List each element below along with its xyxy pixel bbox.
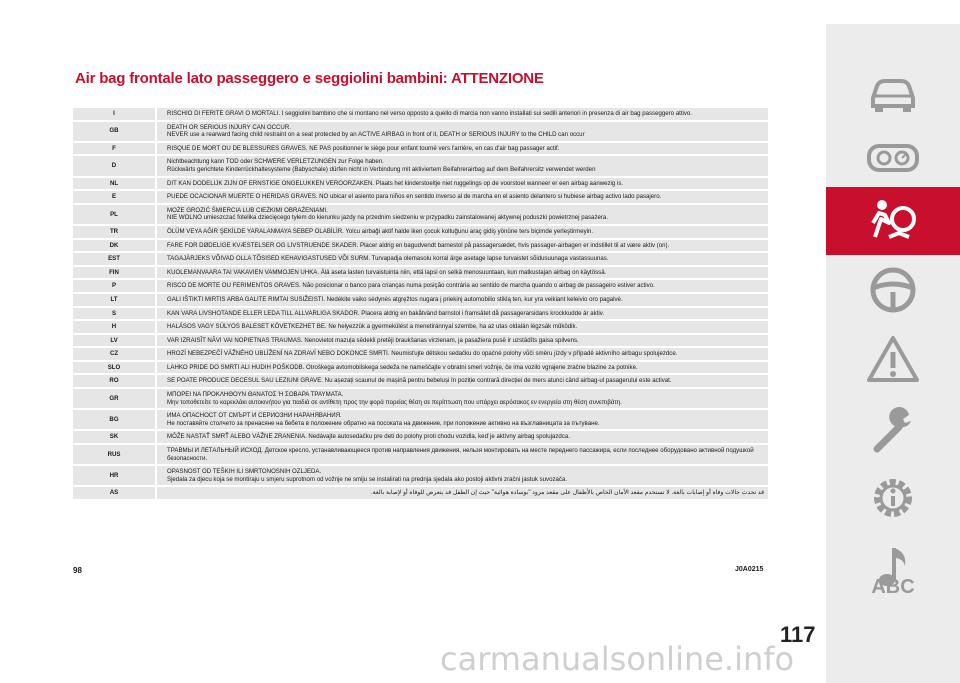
sidebar-item-technical-data[interactable] — [826, 464, 960, 532]
language-code: S — [73, 307, 156, 321]
warning-text: MÔŽE NASTAŤ SMRŤ ALEBO VÁŽNE ZRANENIA. Nedávajte autosedačku pre deti do polohy proti chodu vozidla, keď je aktívny airbag spolujazdca. — [156, 430, 768, 444]
wrench-icon — [865, 401, 921, 457]
chapter-sidebar — [826, 24, 960, 683]
page-reference: 98 — [73, 566, 82, 575]
warning-text: HALÁSOS VAGY SÚLYOS BALESET KÖVETKEZHET BE. Ne helyezzük a gyermekülést a menetiránnyal szembe, ha az utas oldalán légzsák működik. — [156, 320, 768, 334]
warning-row — [73, 142, 768, 156]
language-code: GB — [73, 121, 156, 142]
warning-table — [73, 108, 768, 501]
language-code: SK — [73, 430, 156, 444]
language-code: I — [73, 108, 156, 121]
warning-row — [73, 225, 768, 239]
gear-info-icon — [865, 470, 921, 526]
warning-triangle-icon — [865, 332, 921, 388]
sidebar-item-safety[interactable] — [826, 187, 960, 255]
warning-row — [73, 430, 768, 444]
car-icon — [865, 64, 921, 120]
warning-text: TAGAJÄRJEKS VÕIVAD OLLA TÕSISED KEHAVIGASTUSED VÕI SURM. Turvapadja olemasolu korral ärge asetage lapse turvaistet sõidusuunaga vastassuunas. — [156, 252, 768, 266]
warning-text: VAR IZRAISĪT NĀVI VAI NOPIETNAS TRAUMAS. Nenovietot mazuļa sēdekli pretēji braukšanas virzienam, ja pasažiera pusē ir uzstādīts gaisa spilvens. — [156, 334, 768, 348]
warning-row — [73, 204, 768, 225]
warning-text: ТРАВМЫ И ЛЕТАЛЬНЫЙ ИСХОД. Детское кресло, устанавливающееся против направления движения, нельзя монтировать на месте переднего пассажира, если последнее оборудовано активной подушкой безопасности. — [156, 444, 768, 465]
warning-text: KAN VARA LIVSHOTANDE ELLER LEDA TILL ALLVARLIGA SKADOR. Placera aldrig en bakåtvänd barnstol i framsätet då passagerarsidans krockkudde är aktiv. — [156, 307, 768, 321]
language-code: NL — [73, 177, 156, 191]
warning-row — [73, 190, 768, 204]
language-code: DK — [73, 239, 156, 253]
warning-text: MOŻE GROZIĆ ŚMIERCIA LUB CIEŻKIMI OBRAŻENIAMI. NIE WOLNO umieszczać fotelika dziecięcego tyłem do kierunku jazdy na przednim siedzeniu w przypadku zainstalowanej aktywnej poduszki powietrznej pasażera. — [156, 204, 768, 225]
language-code: GR — [73, 388, 156, 409]
warning-row — [73, 177, 768, 191]
warning-row — [73, 374, 768, 388]
sidebar-item-index[interactable]: ABC — [871, 576, 915, 598]
warning-row — [73, 334, 768, 348]
warning-row — [73, 266, 768, 280]
warning-text: RISCO DE MORTE OU FERIMENTOS GRAVES. Não posicionar o banco para crianças numa posição contrária ao sentido de marcha quando o airbag de passageiro estiver activo. — [156, 279, 768, 293]
warning-text: DIT KAN DODELIJK ZIJN OF ERNSTIGE ONGELUKKEN VEROORZAKEN. Plaats het kinderstoeltje niet ruggelings op de voorstoel wanneer er een airbag aanwezig is. — [156, 177, 768, 191]
language-code: FIN — [73, 266, 156, 280]
language-code: E — [73, 190, 156, 204]
language-code: P — [73, 279, 156, 293]
warning-row — [73, 121, 768, 142]
warning-row — [73, 252, 768, 266]
language-code: H — [73, 320, 156, 334]
language-code: D — [73, 155, 156, 176]
warning-row — [73, 444, 768, 465]
warning-text: LAHKO PRIDE DO SMRTI ALI HUDIH POŠKODB. Otroškega avtomobilskega sedeža ne nameščajte v obratni smeri vožnje, če ima vozilo vgrajene zračne blazine za potnike. — [156, 361, 768, 375]
sidebar-item-dashboard[interactable] — [826, 124, 960, 192]
warning-text: RISQUE DE MORT OU DE BLESSURES GRAVES. NE PAS positionner le siège pour enfant tourné vers l'arrière, en cas d'air bag passager actif. — [156, 142, 768, 156]
warning-text: RISCHIO DI FERITE GRAVI O MORTALI. I seggiolini bambino che si montano nel verso opposto a quello di marcia non vanno installati sui sedili anteriori in presenza di air bag passeggero attivo. — [156, 108, 768, 121]
language-code: PL — [73, 204, 156, 225]
sidebar-item-emergency[interactable] — [826, 326, 960, 394]
image-code: J0A0215 — [735, 566, 764, 573]
sidebar-item-starting[interactable] — [826, 256, 960, 324]
sidebar-item-maintenance[interactable] — [826, 395, 960, 463]
warning-row — [73, 486, 768, 500]
language-code: RO — [73, 374, 156, 388]
warning-row — [73, 293, 768, 307]
warning-row — [73, 320, 768, 334]
language-code: LV — [73, 334, 156, 348]
warning-row — [73, 361, 768, 375]
warning-text: GALI IŠTIKTI MIRTIS ARBA GALITE RIMTAI SUSIŽEISTI. Nedėkite vaiko sėdynės atgręžtos nugara į priekinį automobilio stiklą ten, kur yra veikiant keleivio oro pagalvė. — [156, 293, 768, 307]
warning-row — [73, 465, 768, 486]
warning-row — [73, 108, 768, 121]
warning-row — [73, 347, 768, 361]
language-code: F — [73, 142, 156, 156]
steering-wheel-icon — [865, 262, 921, 318]
language-code: SLO — [73, 361, 156, 375]
safety-airbag-icon — [865, 193, 921, 249]
watermark: carmanualsonline.info — [440, 640, 795, 678]
warning-row — [73, 279, 768, 293]
warning-text: KUOLEMANVAARA TAI VAKAVIEN VAMMOJEN UHKA. Älä aseta lasten turvaistuinta niin, että lapsi on selkä menosuuntaan, kun matkustajan airbag on käytössä. — [156, 266, 768, 280]
sidebar-item-car[interactable] — [826, 58, 960, 126]
warning-text: ÖLÜM VEYA AĞIR ŞEKİLDE YARALANMAYA SEBEP OLABİLİR. Yolcu airbaği aktif halde iken çocuk koltuğunu araç gidiş yönüne ters biçimde yerleştirmeyin. — [156, 225, 768, 239]
language-code: BG — [73, 409, 156, 430]
warning-text: Nichtbeachtung kann TOD oder SCHWERE VERLETZUNGEN zur Folge haben. Rückwärts gerichtete Kinderrückhaltesysteme (Babyschale) dürfen nicht in Verbindung mit aktiviertem Beifahrerairbag auf dem Beifahrersitz verwendet werden — [156, 155, 768, 176]
dashboard-icon — [865, 130, 921, 186]
warning-row — [73, 239, 768, 253]
warning-row — [73, 388, 768, 409]
warning-row — [73, 307, 768, 321]
warning-text: قد تحدث حالات وفاة أو إصابات بالغة. لا تستخدم مقعد الأمان الخاص بالأطفال على مقعد مزود "بوسادة هوائية" حيث إن الطفل قد يتعرض للوفاة أو لإصابة بالغة. — [156, 486, 768, 500]
warning-text: FARE FOR DØDELIGE KVÆSTELSER OG LIVSTRUENDE SKADER. Placer aldrig en bagudvendt barnestol på passagersædet, hvis passager-airbagen er indstillet til at være aktiv (on). — [156, 239, 768, 253]
warning-text: DEATH OR SERIOUS INJURY CAN OCCUR. NEVER use a rearward facing child restraint on a seat protected by an ACTIVE AIRBAG in front of it, DEATH or SERIOUS INJURY to the CHILD can occur — [156, 121, 768, 142]
page-title: Air bag frontale lato passeggero e seggiolini bambini: ATTENZIONE — [75, 70, 544, 87]
warning-text: SE POATE PRODUCE DECESUL SAU LEZIUNI GRAVE. Nu așezați scaunul de mașină pentru bebeluși în poziție contrară direcției de mers atunci când airbag-ul pasagerului este activat. — [156, 374, 768, 388]
page-number: 117 — [780, 622, 816, 647]
warning-text: HROZÍ NEBEZPEČÍ VÁŽNÉHO UBLÍŽENÍ NA ZDRAVÍ NEBO DOKONCE SMRTI. Neumisťujte dětskou sedačku do opačné polohy vůči směru jízdy v případě aktivního airbagu spolujezdce. — [156, 347, 768, 361]
language-code: TR — [73, 225, 156, 239]
language-code: LT — [73, 293, 156, 307]
warning-text: PUEDE OCACIONAR MUERTE O HERIDAS GRAVES. NO ubicar el asiento para niños en sentido inverso al de marcha en el asiento delantero si hubiese airbag activo lado pasajero. — [156, 190, 768, 204]
warning-text: ИМА ОПАСНОСТ ОТ СМЪРТ И СЕРИОЗНИ НАРАНЯВАНИЯ. Не поставяйте столчето за пренасяне на бебета в положение обратно на посоката на движение, при положение активно на възглавницата за пътуване. — [156, 409, 768, 430]
language-code: HR — [73, 465, 156, 486]
language-code: EST — [73, 252, 156, 266]
language-code: AS — [73, 486, 156, 500]
language-code: CZ — [73, 347, 156, 361]
warning-row — [73, 155, 768, 176]
warning-row — [73, 409, 768, 430]
warning-text: ΜΠΟΡΕΙ ΝΑ ΠΡΟΚΛΗΘΟΥΝ ΘΑΝΑΤΟΣ Ή ΣΟΒΑΡΑ ΤΡΑΥΜΑΤΑ. Μην τοποθετείτε το καρεκλάκι αυτοκινήτου για παιδιά σε αντίθετη προς την φορά πορείας θέση σε περίπτωση που υπάρχει αερόσακος εν ενεργεία στη θέση συνεπιβάτη. — [156, 388, 768, 409]
warning-text: OPASNOST OD TEŠKIH ILI SMRTONOSNIH OZLJEDA. Sjedala za djecu koja se montiraju u smjeru suprotnom od vožnje ne smiju se instalirati na prednja sjedala ako postoji aktivni zračni jastuk suvozača. — [156, 465, 768, 486]
language-code: RUS — [73, 444, 156, 465]
